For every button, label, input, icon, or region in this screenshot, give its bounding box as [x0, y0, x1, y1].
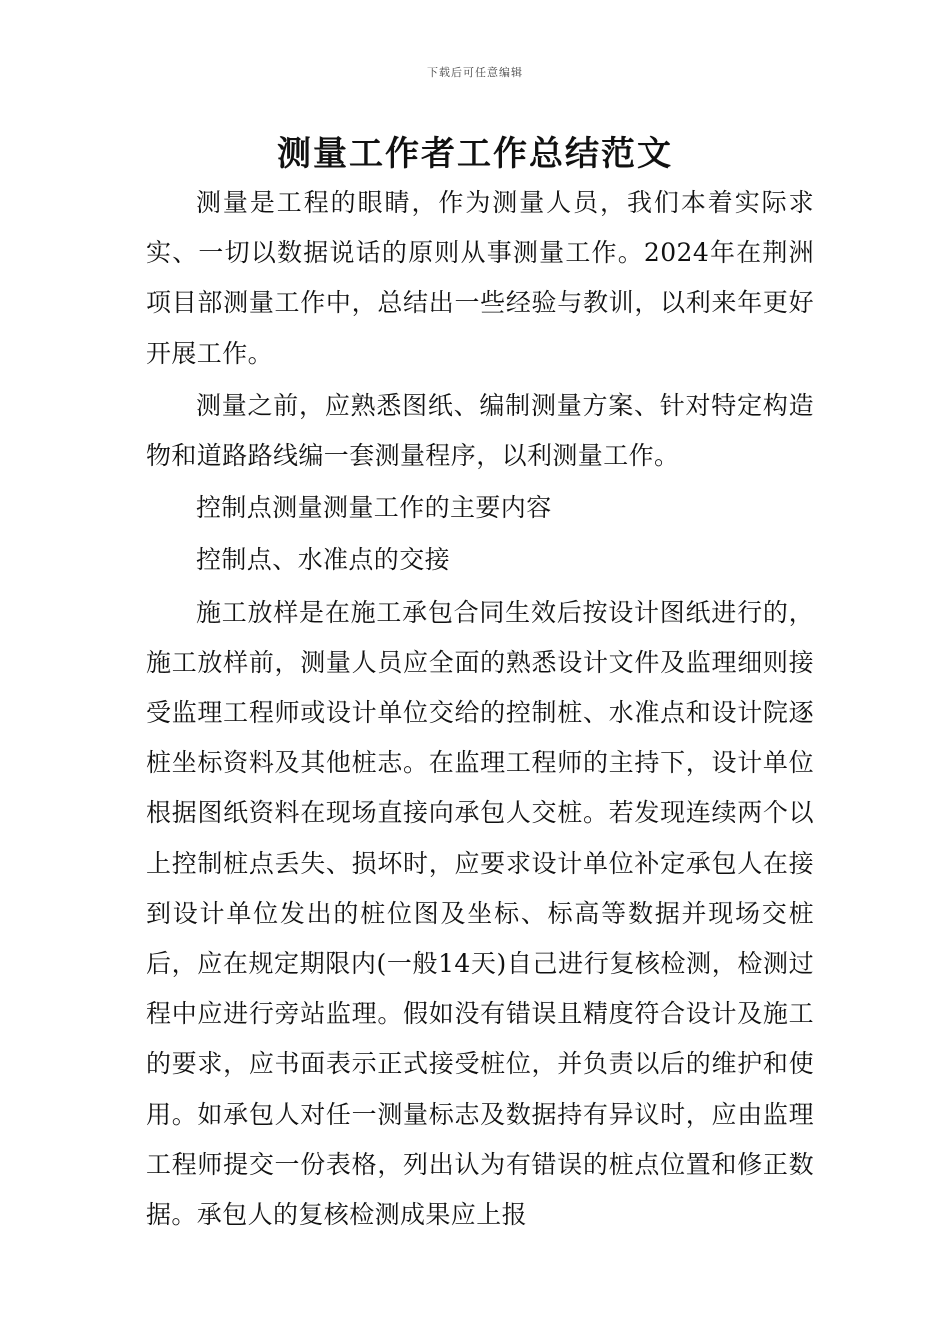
paragraph-intro: 测量是工程的眼睛，作为测量人员，我们本着实际求实、一切以数据说话的原则从事测量工作。2024年在荆洲项目部测量工作中，总结出一些经验与教训，以利来年更好开展工作。 — [146, 188, 814, 368]
page-header-note: 下载后可任意编辑 — [427, 66, 523, 79]
document-body — [146, 178, 814, 1242]
paragraph-preparation: 测量之前，应熟悉图纸、编制测量方案、针对特定构造物和道路路线编一套测量程序，以利测量工作。 — [146, 390, 814, 471]
paragraph-stakeout: 施工放样是在施工承包合同生效后按设计图纸进行的，施工放样前，测量人员应全面的熟悉设计文件及监理细则接受监理工程师或设计单位交给的控制桩、水准点和设计院逐桩坐标资料及其他桩志。在监理工程师的主持下，设计单位根据图纸资料在现场直接向承包人交桩。若发现连续两个以上控制桩点丢失、损坏时，应要求设计单位补定承包人在接到设计单位发出的桩位图及坐标、标高等数据并现场交桩后，应在规定期限内(一般14天)自己进行复核检测，检测过程中应进行旁站监理。假如没有错误且精度符合设计及施工的要求，应书面表示正式接受桩位，并负责以后的维护和使用。如承包人对任一测量标志及数据持有异议时，应由监理工程师提交一份表格，列出认为有错误的桩点位置和修正数据。承包人的复核检测成果应上报 — [146, 597, 814, 1230]
document-title: 测量工作者工作总结范文 — [277, 134, 673, 174]
section-heading-handover: 控制点、水准点的交接 — [196, 545, 451, 575]
section-heading-main-content: 控制点测量测量工作的主要内容 — [196, 493, 552, 523]
